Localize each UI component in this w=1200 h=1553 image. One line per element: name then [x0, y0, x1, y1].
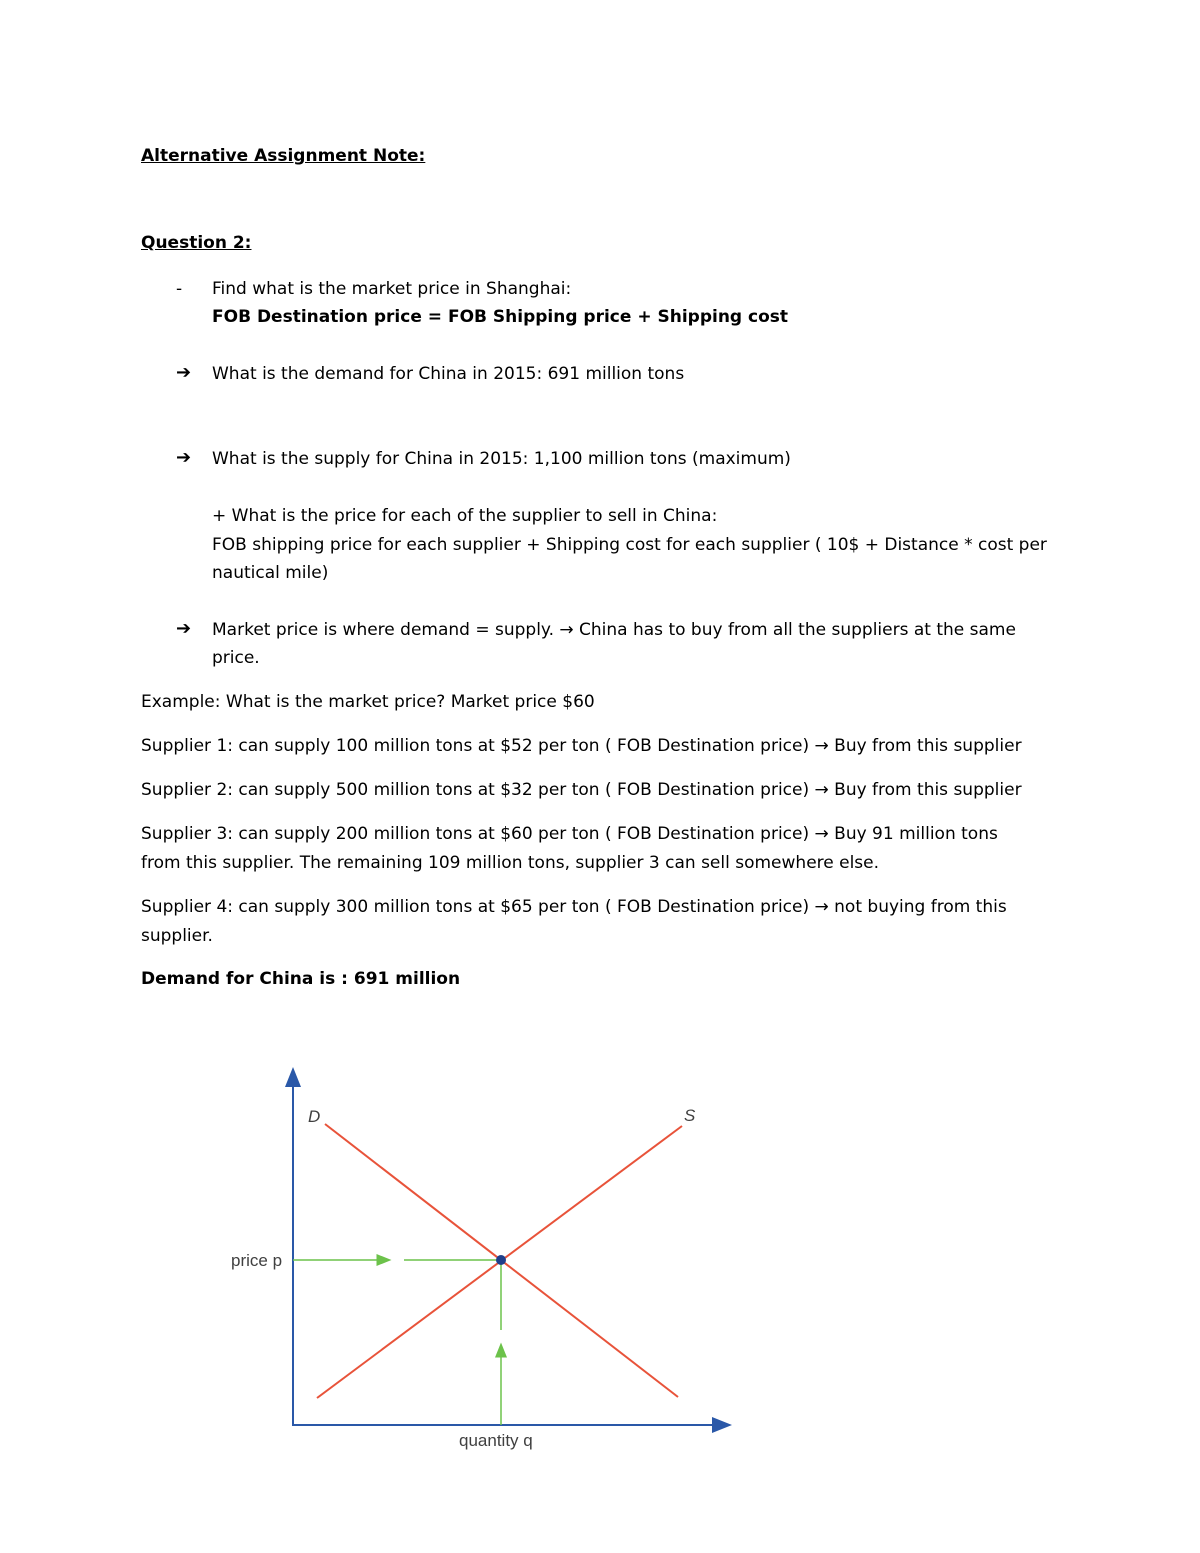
arrow-bullet-icon: ➔: [176, 447, 192, 468]
supplier-3: Supplier 3: can supply 200 million tons at $60 per ton ( FOB Destination price) → Buy 91 million tons: [141, 824, 998, 844]
market-line1: Market price is where demand = supply. → China has to buy from all the suppliers at the same: [212, 620, 1016, 640]
question-title: Question 2:: [141, 233, 252, 253]
price-axis-label: price p: [231, 1251, 283, 1270]
supplier-2: Supplier 2: can supply 500 million tons at $32 per ton ( FOB Destination price) → Buy from this supplier: [141, 780, 1022, 800]
quantity-axis-label: quantity q: [459, 1431, 533, 1450]
demand-line: What is the demand for China in 2015: 691 million tons: [212, 364, 685, 384]
supplier-1: Supplier 1: can supply 100 million tons at $52 per ton ( FOB Destination price) → Buy from this supplier: [141, 736, 1022, 756]
arrow-bullet-icon: ➔: [176, 618, 192, 639]
step1-line1: Find what is the market price in Shanghai:: [212, 279, 572, 299]
market-line2: price.: [212, 648, 260, 668]
step1-formula: FOB Destination price = FOB Shipping price + Shipping cost: [212, 307, 789, 327]
example-line: Example: What is the market price? Market price $60: [141, 692, 595, 712]
demand-total: Demand for China is : 691 million: [141, 969, 461, 989]
dash-bullet: -: [176, 279, 183, 299]
arrow-bullet-icon: ➔: [176, 362, 192, 383]
price-block-line1: + What is the price for each of the supplier to sell in China:: [212, 506, 718, 526]
supplier-3-continued: from this supplier. The remaining 109 million tons, supplier 3 can sell somewhere else.: [141, 853, 880, 873]
document-heading: Alternative Assignment Note:: [141, 146, 426, 166]
supply-line: What is the supply for China in 2015: 1,100 million tons (maximum): [212, 449, 791, 469]
supply-label: S: [684, 1106, 696, 1125]
supplier-4-continued: supplier.: [141, 926, 213, 946]
equilibrium-point: [496, 1255, 506, 1265]
price-block-line3: nautical mile): [212, 563, 329, 583]
demand-label: D: [308, 1107, 321, 1126]
price-block-line2: FOB shipping price for each supplier + Shipping cost for each supplier ( 10$ + Distance * cost per: [212, 535, 1047, 555]
supplier-4: Supplier 4: can supply 300 million tons at $65 per ton ( FOB Destination price) → not buying from this: [141, 897, 1007, 917]
